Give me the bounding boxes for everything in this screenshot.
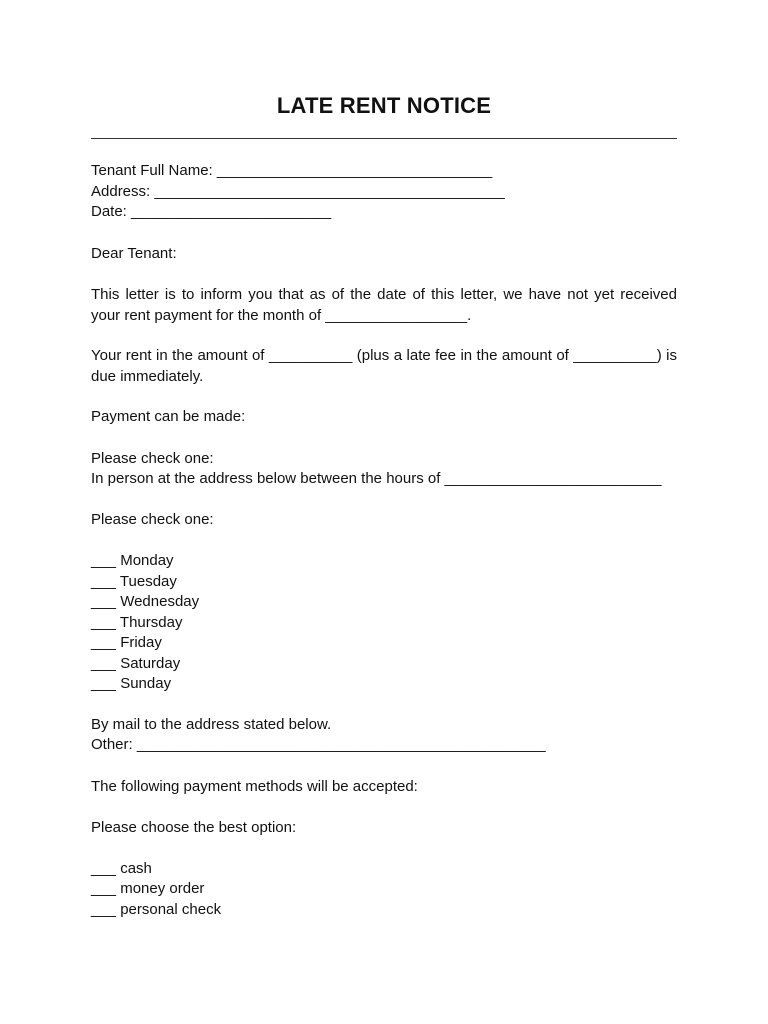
other-option: Other: _________________________________________________ <box>91 736 546 753</box>
day-option-friday: ___ Friday <box>91 634 162 651</box>
payment-methods-intro: The following payment methods will be accepted: <box>91 778 418 795</box>
check-one-label-1: Please check one: <box>91 450 214 467</box>
day-option-monday: ___ Monday <box>91 552 174 569</box>
amount-paragraph <box>91 346 677 387</box>
notice-paragraph <box>91 285 677 326</box>
day-option-sunday: ___ Sunday <box>91 675 172 692</box>
document-title: LATE RENT NOTICE <box>276 93 492 118</box>
day-option-saturday: ___ Saturday <box>91 655 181 672</box>
notice-paragraph-line-2: your rent payment for the month of _________________. <box>91 306 472 324</box>
payment-intro: Payment can be made: <box>91 408 246 425</box>
amount-paragraph-line-1: Your rent in the amount of __________ (plus a late fee in the amount of __________) is <box>91 347 677 364</box>
tenant-name-field: Tenant Full Name: _________________________________ <box>91 162 493 179</box>
method-option-cash: ___ cash <box>91 860 152 877</box>
date-field: Date: ________________________ <box>91 203 332 220</box>
day-option-tuesday: ___ Tuesday <box>91 573 177 590</box>
day-option-wednesday: ___ Wednesday <box>91 593 200 610</box>
method-option-personal-check: ___ personal check <box>91 901 222 918</box>
in-person-option: In person at the address below between the hours of __________________________ <box>91 470 662 487</box>
notice-paragraph-line-1: This letter is to inform you that as of the date of this letter, we have not yet received <box>91 286 677 303</box>
day-option-thursday: ___ Thursday <box>91 614 183 631</box>
by-mail-option: By mail to the address stated below. <box>91 716 332 733</box>
method-option-money-order: ___ money order <box>91 880 205 897</box>
title-divider <box>91 138 677 139</box>
salutation: Dear Tenant: <box>91 245 177 262</box>
check-one-label-2: Please check one: <box>91 511 214 528</box>
address-field: Address: __________________________________________ <box>91 183 505 200</box>
amount-paragraph-line-2: due immediately. <box>91 367 204 385</box>
choose-best-label: Please choose the best option: <box>91 819 297 836</box>
